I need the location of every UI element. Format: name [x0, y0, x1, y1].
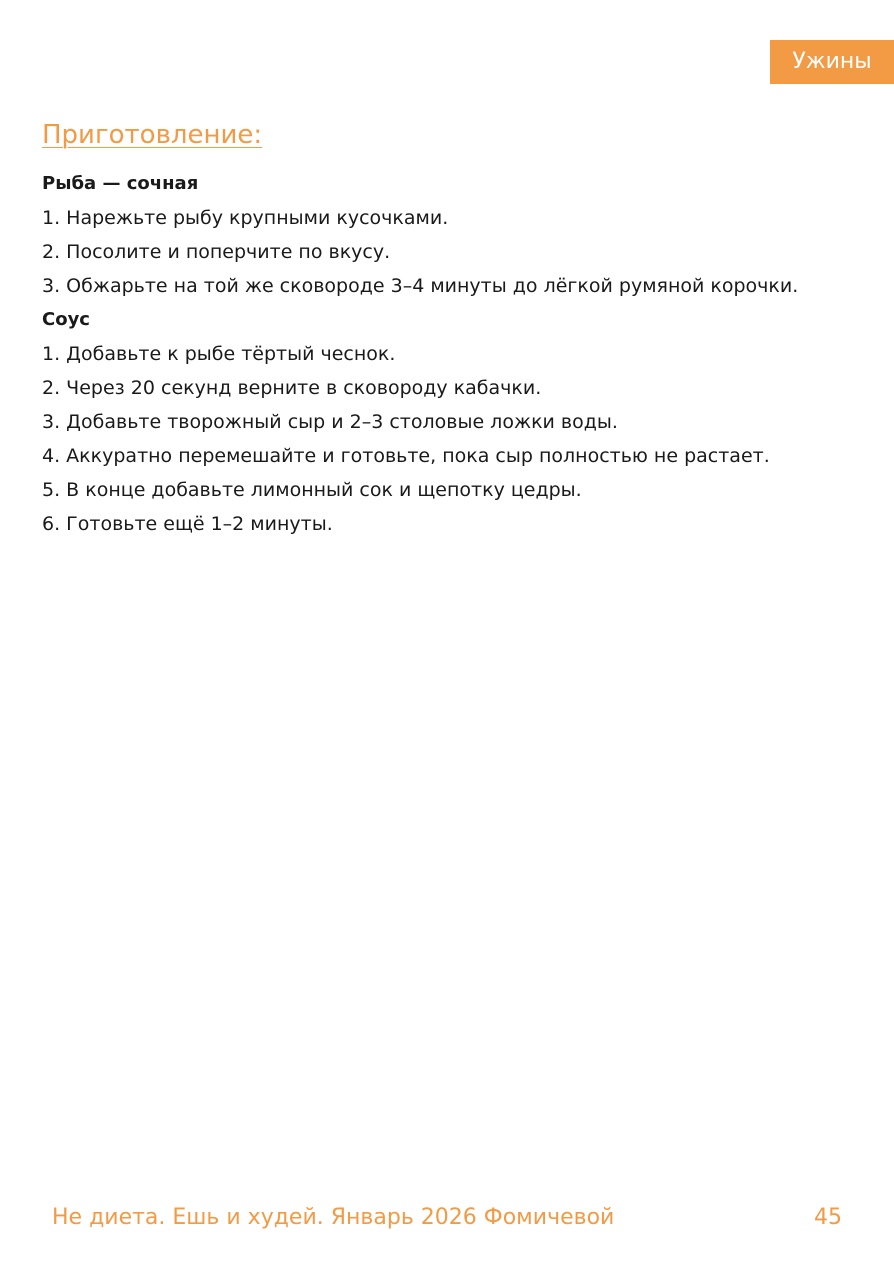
section-title: Приготовление:	[42, 120, 263, 150]
list-item: 1. Добавьте к рыбе тёртый чеснок.	[42, 343, 396, 365]
list-item: 2. Через 20 секунд верните в сковороду кабачки.	[42, 377, 542, 399]
category-tab: Ужины	[770, 40, 894, 84]
sauce-steps-list	[42, 337, 882, 541]
list-item: 3. Добавьте творожный сыр и 2–3 столовые ложки воды.	[42, 411, 618, 433]
list-item: 2. Посолите и поперчите по вкусу.	[42, 241, 391, 263]
page-footer	[52, 1200, 842, 1236]
fish-steps-list	[42, 201, 882, 303]
list-item: 6. Готовьте ещё 1–2 минуты.	[42, 513, 333, 535]
recipe-content	[42, 167, 882, 541]
page-number: 45	[814, 1205, 842, 1230]
list-item: 1. Нарежьте рыбу крупными кусочками.	[42, 207, 449, 229]
list-item: 4. Аккуратно перемешайте и готовьте, пока сыр полностью не растает.	[42, 445, 770, 467]
sauce-heading: Соус	[42, 309, 90, 330]
fish-heading: Рыба — сочная	[42, 173, 199, 194]
list-item: 5. В конце добавьте лимонный сок и щепотку цедры.	[42, 479, 582, 501]
list-item: 3. Обжарьте на той же сковороде 3–4 минуты до лёгкой румяной корочки.	[42, 275, 799, 297]
footer-text: Не диета. Ешь и худей. Январь 2026 Фомичевой	[52, 1205, 615, 1230]
